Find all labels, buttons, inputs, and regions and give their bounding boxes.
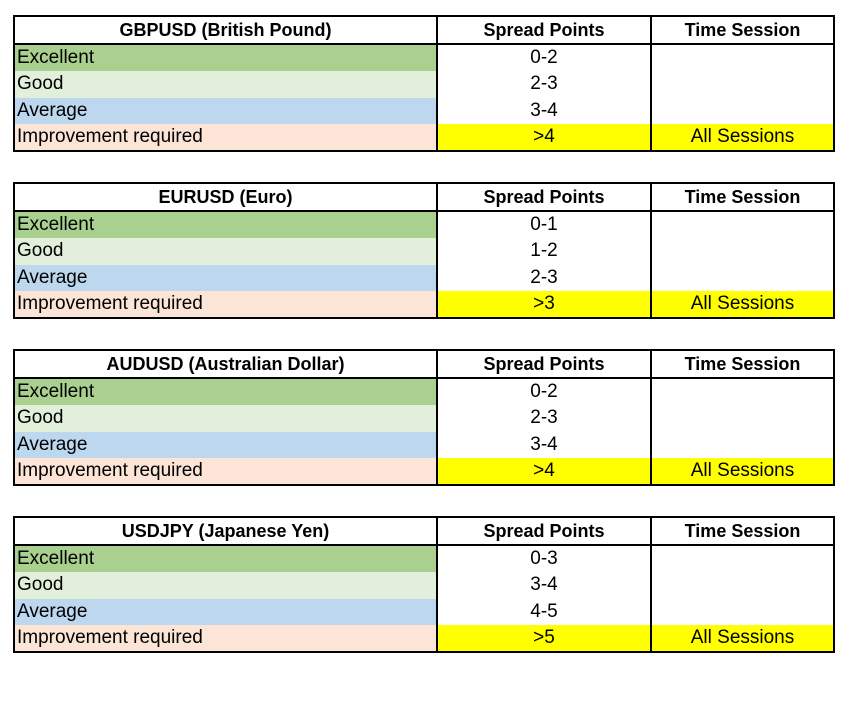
- spread-cell: 0-3: [437, 545, 651, 572]
- spread-cell: 0-1: [437, 211, 651, 238]
- pair-header: USDJPY (Japanese Yen): [14, 517, 437, 545]
- rating-cell: Excellent: [14, 211, 437, 238]
- table-row-excellent: [14, 211, 834, 238]
- rating-cell: Improvement required: [14, 124, 437, 151]
- session-header: Time Session: [651, 183, 834, 211]
- rating-cell: Improvement required: [14, 625, 437, 652]
- spread-header: Spread Points: [437, 183, 651, 211]
- table-row-excellent: [14, 378, 834, 405]
- spread-cell: >4: [437, 124, 651, 151]
- spread-cell: 2-3: [437, 405, 651, 432]
- table-row-improvement: [14, 124, 834, 151]
- table-row-average: [14, 432, 834, 459]
- table-row-good: [14, 238, 834, 265]
- spread-cell: 3-4: [437, 432, 651, 459]
- spread-cell: 3-4: [437, 98, 651, 125]
- table-row-improvement: [14, 458, 834, 485]
- spread-cell: 4-5: [437, 599, 651, 626]
- table-row-improvement: [14, 291, 834, 318]
- rating-cell: Excellent: [14, 44, 437, 71]
- table-row-good: [14, 71, 834, 98]
- table-row-average: [14, 98, 834, 125]
- table-header-row: [14, 183, 834, 211]
- table-header-row: [14, 350, 834, 378]
- spread-cell: 0-2: [437, 378, 651, 405]
- rating-cell: Excellent: [14, 545, 437, 572]
- spread-table-audusd: [13, 349, 835, 486]
- spread-cell: 0-2: [437, 44, 651, 71]
- session-cell: All Sessions: [651, 291, 834, 318]
- pair-header: AUDUSD (Australian Dollar): [14, 350, 437, 378]
- rating-cell: Average: [14, 265, 437, 292]
- table-row-excellent: [14, 545, 834, 572]
- table-row-good: [14, 572, 834, 599]
- table-header-row: [14, 16, 834, 44]
- session-cell: [651, 405, 834, 432]
- spread-cell: 1-2: [437, 238, 651, 265]
- session-cell: [651, 432, 834, 459]
- rating-cell: Average: [14, 432, 437, 459]
- table-row-average: [14, 265, 834, 292]
- session-cell: [651, 599, 834, 626]
- rating-cell: Improvement required: [14, 458, 437, 485]
- spread-cell: 3-4: [437, 572, 651, 599]
- spread-table-usdjpy: [13, 516, 835, 653]
- rating-cell: Improvement required: [14, 291, 437, 318]
- session-cell: [651, 98, 834, 125]
- session-cell: [651, 71, 834, 98]
- pair-header: EURUSD (Euro): [14, 183, 437, 211]
- rating-cell: Good: [14, 238, 437, 265]
- session-cell: [651, 44, 834, 71]
- spread-table-gbpusd: [13, 15, 835, 152]
- rating-cell: Excellent: [14, 378, 437, 405]
- rating-cell: Good: [14, 572, 437, 599]
- spread-header: Spread Points: [437, 350, 651, 378]
- pair-header: GBPUSD (British Pound): [14, 16, 437, 44]
- session-cell: [651, 265, 834, 292]
- spread-cell: >4: [437, 458, 651, 485]
- rating-cell: Average: [14, 98, 437, 125]
- session-cell: All Sessions: [651, 124, 834, 151]
- session-header: Time Session: [651, 350, 834, 378]
- session-cell: All Sessions: [651, 625, 834, 652]
- table-row-average: [14, 599, 834, 626]
- rating-cell: Good: [14, 405, 437, 432]
- table-row-improvement: [14, 625, 834, 652]
- spread-header: Spread Points: [437, 517, 651, 545]
- spread-table-eurusd: [13, 182, 835, 319]
- session-cell: [651, 378, 834, 405]
- spread-cell: 2-3: [437, 71, 651, 98]
- spread-header: Spread Points: [437, 16, 651, 44]
- session-header: Time Session: [651, 16, 834, 44]
- spread-cell: 2-3: [437, 265, 651, 292]
- session-cell: [651, 211, 834, 238]
- table-row-excellent: [14, 44, 834, 71]
- session-cell: [651, 545, 834, 572]
- spread-tables: [13, 15, 833, 653]
- table-header-row: [14, 517, 834, 545]
- rating-cell: Good: [14, 71, 437, 98]
- table-row-good: [14, 405, 834, 432]
- session-cell: All Sessions: [651, 458, 834, 485]
- spread-cell: >5: [437, 625, 651, 652]
- spread-cell: >3: [437, 291, 651, 318]
- session-header: Time Session: [651, 517, 834, 545]
- rating-cell: Average: [14, 599, 437, 626]
- session-cell: [651, 572, 834, 599]
- session-cell: [651, 238, 834, 265]
